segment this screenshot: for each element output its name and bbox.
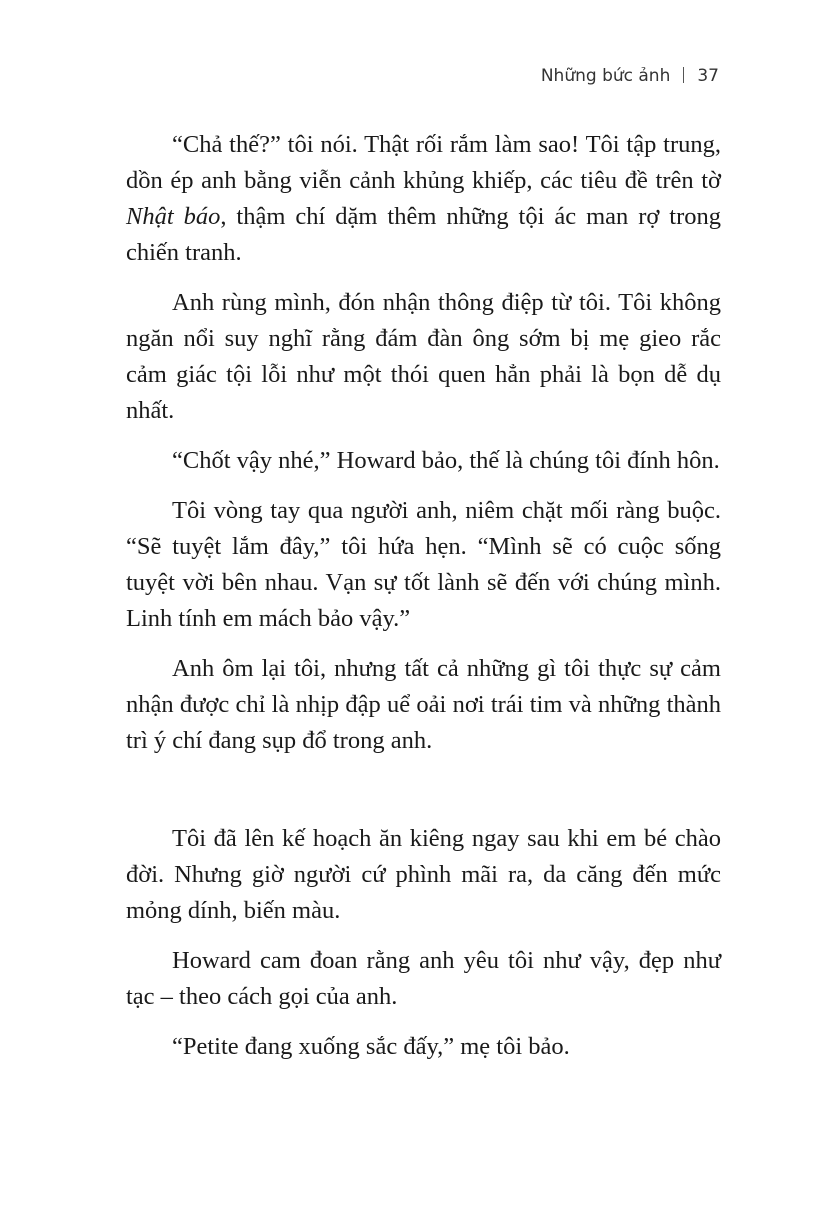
- paragraph-1-text-b: , thậm chí dặm thêm những tội ác man rợ trong chiến tranh.: [126, 203, 721, 266]
- chapter-title: Những bức ảnh: [540, 66, 671, 86]
- paragraph-1: [126, 127, 721, 271]
- running-head: [541, 66, 719, 86]
- page-number: 37: [697, 66, 719, 86]
- paragraph-7: Howard cam đoan rằng anh yêu tôi như vậy, đẹp như tạc – theo cách gọi của anh.: [126, 947, 721, 1010]
- paragraph-2: Anh rùng mình, đón nhận thông điệp từ tôi. Tôi không ngăn nổi suy nghĩ rằng đám đàn ông sớm bị mẹ gieo rắc cảm giác tội lỗi như một thói quen hẳn phải là bọn dễ dụ nhất.: [126, 289, 721, 424]
- paragraph-1-text-a: “Chả thế?” tôi nói. Thật rối rắm làm sao! Tôi tập trung, dồn ép anh bằng viễn cảnh khủng khiếp, các tiêu đề trên tờ: [126, 131, 721, 194]
- paragraph-6: Tôi đã lên kế hoạch ăn kiêng ngay sau khi em bé chào đời. Nhưng giờ người cứ phình mãi ra, da căng đến mức mỏng dính, biến màu.: [126, 825, 721, 924]
- paragraph-5: Anh ôm lại tôi, nhưng tất cả những gì tôi thực sự cảm nhận được chỉ là nhịp đập uể oải nơi trái tim và những thành trì ý chí đang sụp đổ trong anh.: [126, 655, 721, 754]
- body-text: [126, 127, 721, 1079]
- paragraph-4: Tôi vòng tay qua người anh, niêm chặt mối ràng buộc. “Sẽ tuyệt lắm đây,” tôi hứa hẹn. “Mình sẽ có cuộc sống tuyệt vời bên nhau. Vạn sự tốt lành sẽ đến với chúng mình. Linh tính em mách bảo vậy.”: [126, 497, 721, 632]
- header-divider: [683, 67, 684, 83]
- newspaper-title: Nhật báo: [126, 203, 221, 230]
- paragraph-3: “Chốt vậy nhé,” Howard bảo, thế là chúng tôi đính hôn.: [172, 447, 720, 474]
- paragraph-8: “Petite đang xuống sắc đấy,” mẹ tôi bảo.: [172, 1033, 570, 1060]
